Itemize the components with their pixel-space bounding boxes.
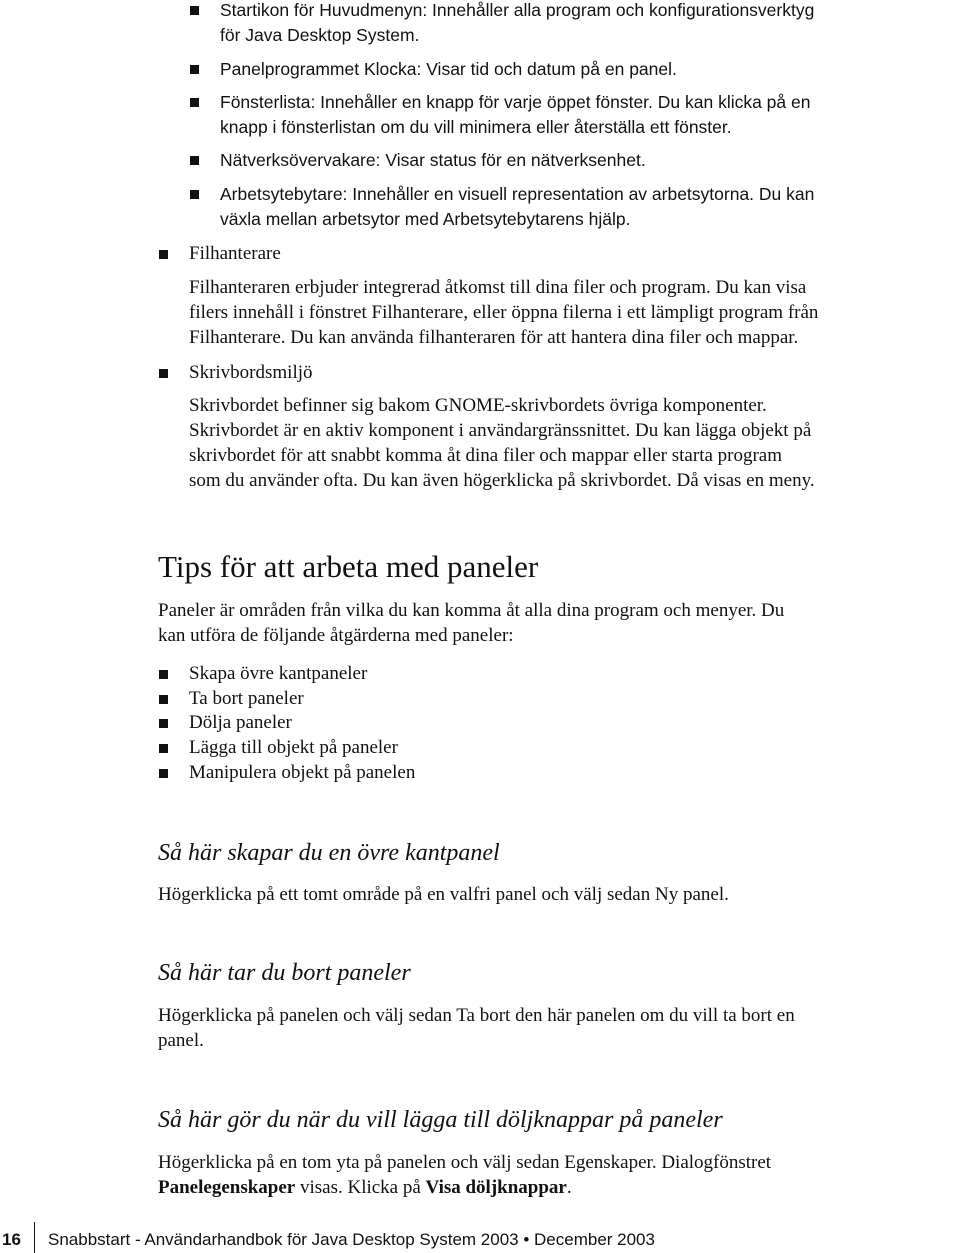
list-item: Lägga till objekt på paneler [189,737,398,758]
bullet-icon [190,6,199,15]
procedure-heading: Så här gör du när du vill lägga till döljknappar på paneler [158,1107,723,1133]
ui-term-panelegenskaper: Panelegenskaper [158,1177,296,1198]
paragraph-line: filers innehåll i fönstret Filhanterare, eller öppna filerna i ett lämpligt program från [189,302,819,323]
bullet-icon [190,65,199,74]
list-item: Dölja paneler [189,712,292,733]
paragraph-line: som du använder ofta. Du kan även högerklicka på skrivbordet. Då visas en meny. [189,470,815,491]
paragraph-line: Filhanteraren erbjuder integrerad åtkomst till dina filer och program. Du kan visa [189,277,807,298]
list-item: Skapa övre kantpaneler [189,663,368,684]
list-item-title: Filhanterare [189,243,281,264]
bullet-icon [159,695,168,704]
bullet-icon [159,769,168,778]
paragraph-line: Högerklicka på panelen och välj sedan Ta bort den här panelen om du vill ta bort en [158,1005,795,1026]
list-item: Ta bort paneler [189,688,304,709]
paragraph-text: . [566,1177,572,1198]
list-item-line: Fönsterlista: Innehåller en knapp för varje öppet fönster. Du kan klicka på en [220,92,811,112]
list-item-line: för Java Desktop System. [220,25,420,45]
ui-term-visa-doljknappar: Visa döljknappar [425,1177,567,1198]
bullet-icon [159,744,168,753]
list-item-line: Startikon för Huvudmenyn: Innehåller alla program och konfigurationsverktyg [220,0,815,20]
procedure-heading: Så här tar du bort paneler [158,960,411,986]
bullet-icon [159,250,168,259]
paragraph-text: visas. Klicka på [295,1177,426,1198]
footer-divider [34,1222,35,1253]
page-number: 16 [2,1230,21,1249]
paragraph-line: Filhanterare. Du kan använda filhanteraren för att hantera dina filer och mappar. [189,327,799,348]
section-heading: Tips för att arbeta med paneler [158,549,539,584]
list-item-line: Panelprogrammet Klocka: Visar tid och datum på en panel. [220,59,677,79]
paragraph-line: Högerklicka på en tom yta på panelen och välj sedan Egenskaper. Dialogfönstret [158,1152,772,1173]
bullet-icon [190,190,199,199]
bullet-icon [190,98,199,107]
paragraph-line [158,1177,572,1199]
paragraph-line: Skrivbordet är en aktiv komponent i användargränssnittet. Du kan lägga objekt på [189,420,812,441]
paragraph-line: panel. [158,1030,204,1051]
paragraph-line: kan utföra de följande åtgärderna med paneler: [158,625,514,646]
procedure-heading: Så här skapar du en övre kantpanel [158,840,500,866]
bullet-icon [159,719,168,728]
paragraph-line: Högerklicka på ett tomt område på en valfri panel och välj sedan Ny panel. [158,884,729,905]
list-item-line: Arbetsytebytare: Innehåller en visuell representation av arbetsytorna. Du kan [220,184,815,204]
list-item-line: Nätverksövervakare: Visar status för en nätverksenhet. [220,150,646,170]
list-item: Manipulera objekt på panelen [189,762,416,783]
bullet-icon [159,369,168,378]
bullet-icon [190,156,199,165]
list-item-line: växla mellan arbetsytor med Arbetsytebytarens hjälp. [220,209,631,229]
list-item-title: Skrivbordsmiljö [189,362,313,383]
paragraph-line: skrivbordet för att snabbt komma åt dina filer och mappar eller starta program [189,445,783,466]
paragraph-line: Paneler är områden från vilka du kan komma åt alla dina program och menyer. Du [158,600,785,621]
paragraph-line: Skrivbordet befinner sig bakom GNOME-skrivbordets övriga komponenter. [189,395,767,416]
footer-title: Snabbstart - Användarhandbok för Java Desktop System 2003 • December 2003 [48,1230,655,1249]
list-item-line: knapp i fönsterlistan om du vill minimera eller återställa ett fönster. [220,117,732,137]
bullet-icon [159,670,168,679]
